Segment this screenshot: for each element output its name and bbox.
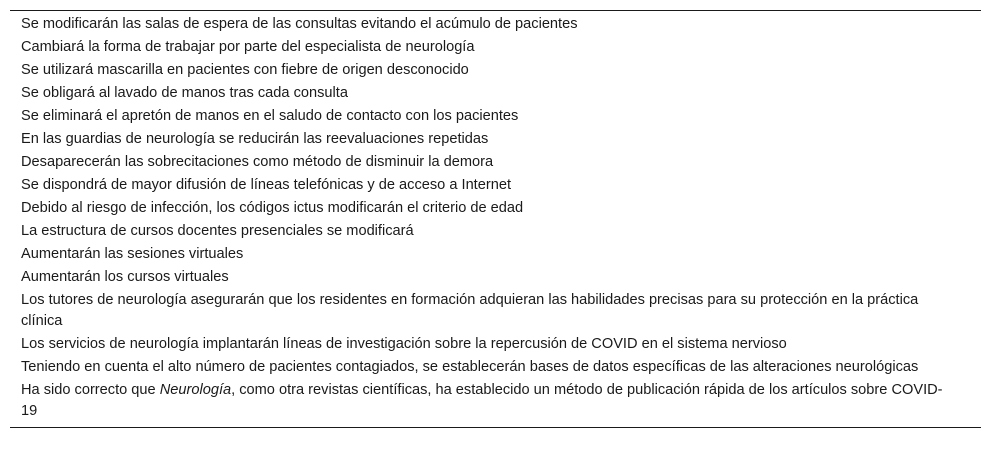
table-row: Se modificarán las salas de espera de las consultas evitando el acúmulo de pacientes (21, 16, 578, 32)
table-row: Debido al riesgo de infección, los códigos ictus modificarán el criterio de edad (21, 200, 524, 216)
statements-table (10, 10, 981, 428)
table-row: Los tutores de neurología asegurarán que los residentes en formación adquieran las habilidades precisas para su protección en la práctica clínica (21, 292, 919, 329)
table-row: Cambiará la forma de trabajar por parte del especialista de neurología (21, 39, 475, 55)
table-row: La estructura de cursos docentes presenciales se modificará (21, 223, 414, 239)
table-row: En las guardias de neurología se reducirán las reevaluaciones repetidas (21, 131, 489, 147)
table-row: Desaparecerán las sobrecitaciones como método de disminuir la demora (21, 154, 494, 170)
table-row: Se dispondrá de mayor difusión de líneas telefónicas y de acceso a Internet (21, 177, 512, 193)
journal-name: Neurología (159, 382, 232, 398)
table-row: Aumentarán las sesiones virtuales (21, 246, 244, 262)
table-row: Se eliminará el apretón de manos en el saludo de contacto con los pacientes (21, 108, 519, 124)
table-row: Teniendo en cuenta el alto número de pacientes contagiados, se establecerán bases de datos específicas de las alteraciones neurológicas (21, 359, 919, 375)
table-row: Aumentarán los cursos virtuales (21, 269, 229, 285)
table-bottom-rule (10, 427, 981, 428)
table-row: Se utilizará mascarilla en pacientes con fiebre de origen desconocido (21, 62, 469, 78)
table-row: Se obligará al lavado de manos tras cada consulta (21, 85, 348, 101)
table-row: Los servicios de neurología implantarán líneas de investigación sobre la repercusión de COVID en el sistema nervioso (21, 336, 787, 352)
last-row-prefix: Ha sido correcto que (21, 382, 160, 398)
table-row-last (10, 379, 981, 423)
last-row-suffix: , como otra revistas científicas, ha establecido un método de publicación rápida de los artículos sobre COVID-19 (21, 382, 943, 419)
table-body (10, 11, 981, 427)
